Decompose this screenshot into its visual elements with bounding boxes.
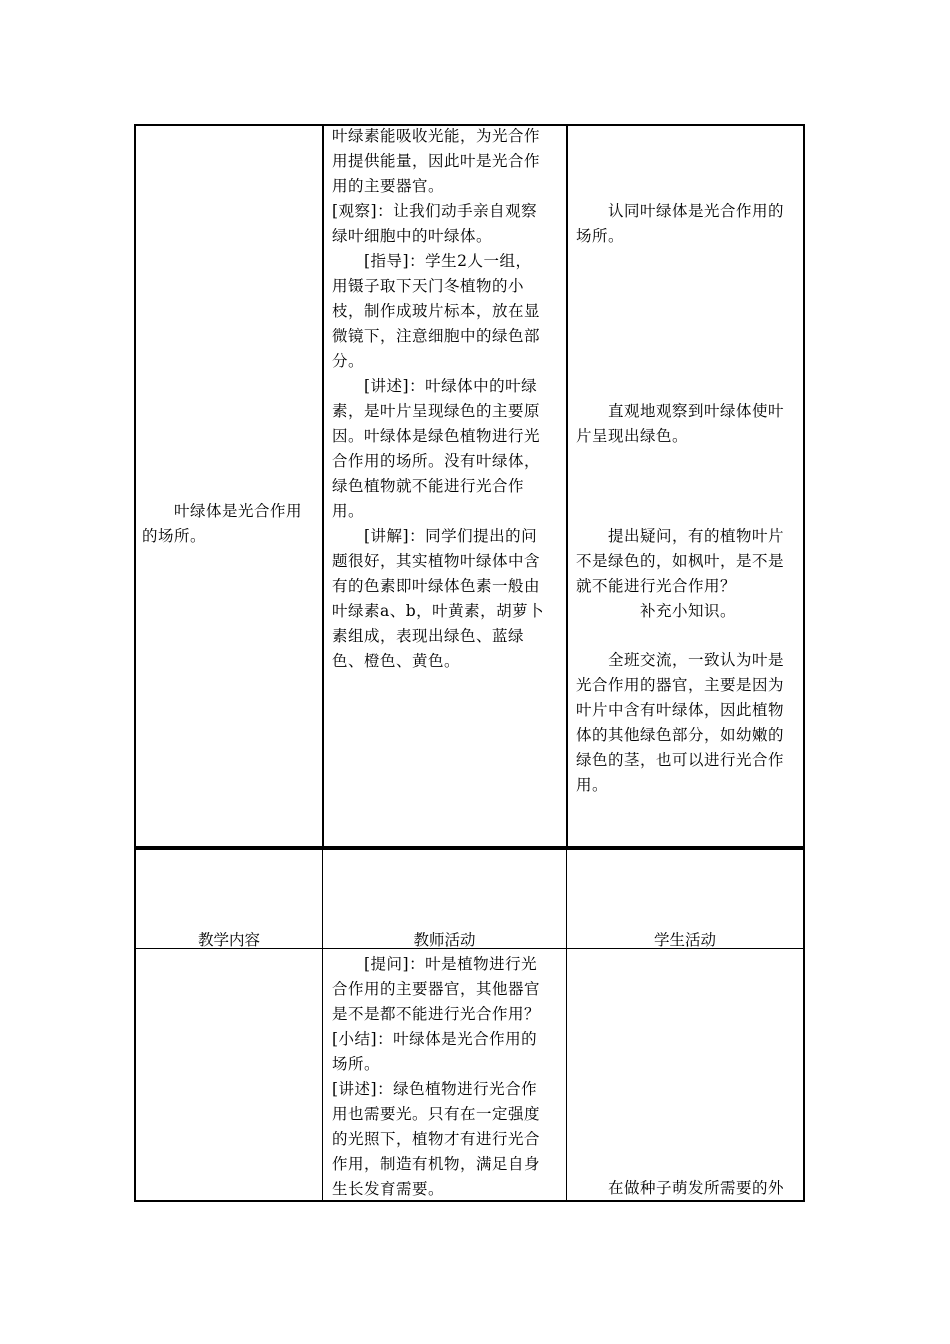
table-2-teacher-cell	[332, 952, 562, 1202]
text-line: 用镊子取下天门冬植物的小	[332, 277, 525, 295]
text-line: 叶绿体是光合作用	[142, 502, 303, 520]
table-1-student-para-2	[576, 399, 800, 449]
text-line: 枝，制作成玻片标本，放在显	[332, 302, 541, 320]
text-line: 提出疑问，有的植物叶片	[576, 527, 785, 545]
text-line: 绿色植物就不能进行光合作	[332, 477, 525, 495]
text-line: 有的色素即叶绿体色素一般由	[332, 577, 541, 595]
text-line: 补充小知识。	[576, 602, 737, 620]
text-line: 用提供能量，因此叶是光合作	[332, 152, 541, 170]
text-line: 不是绿色的，如枫叶，是不是	[576, 552, 785, 570]
text-line: 直观地观察到叶绿体使叶	[576, 402, 785, 420]
text-line: 叶绿素a、b，叶黄素，胡萝卜	[332, 602, 545, 620]
text-line: 在做种子萌发所需要的外	[576, 1179, 785, 1197]
text-line: 光合作用的器官，主要是因为	[576, 676, 785, 694]
table-2-divider-2	[566, 848, 567, 1202]
table-1-divider-2	[566, 124, 568, 848]
text-line: 场所。	[332, 1055, 381, 1073]
header-content: 教学内容	[197, 931, 260, 949]
text-line: 微镜下，注意细胞中的绿色部	[332, 327, 541, 345]
table-1-divider-1	[322, 124, 324, 848]
text-line: 用。	[332, 502, 365, 520]
text-line: 素组成，表现出绿色、蓝绿	[332, 627, 525, 645]
text-line: 认同叶绿体是光合作用的	[576, 202, 785, 220]
text-line: 合作用的场所。没有叶绿体，	[332, 452, 541, 470]
text-line: 生长发育需要。	[332, 1180, 445, 1198]
text-line: 因。叶绿体是绿色植物进行光	[332, 427, 541, 445]
text-line: [小结]：叶绿体是光合作用的	[332, 1030, 538, 1048]
text-line: 绿叶细胞中的叶绿体。	[332, 227, 493, 245]
text-line: 用也需要光。只有在一定强度	[332, 1105, 541, 1123]
text-line: [讲述]：绿色植物进行光合作	[332, 1080, 538, 1098]
text-line: [指导]：学生2人一组，	[332, 252, 532, 270]
table-2-student-cell	[576, 1176, 800, 1201]
text-line: 素，是叶片呈现绿色的主要原	[332, 402, 541, 420]
text-line: 分。	[332, 352, 365, 370]
table-2-divider-1	[322, 848, 323, 1202]
table-1-content-cell	[142, 499, 318, 549]
table-1-student-para-1	[576, 199, 800, 249]
text-line: [观察]：让我们动手亲自观察	[332, 202, 538, 220]
header-teacher: 教师活动	[413, 931, 476, 949]
header-student: 学生活动	[653, 931, 716, 949]
text-line: [讲述]：叶绿体中的叶绿	[332, 377, 538, 395]
text-line: 作用，制造有机物，满足自身	[332, 1155, 541, 1173]
text-line: 体的其他绿色部分，如幼嫩的	[576, 726, 785, 744]
text-line: 题很好，其实植物叶绿体中含	[332, 552, 541, 570]
table-1-student-para-4	[576, 648, 800, 798]
text-line: 用。	[576, 776, 609, 794]
text-line: 场所。	[576, 227, 625, 245]
text-line: 绿色的茎，也可以进行光合作	[576, 751, 785, 769]
table-1-student-para-3	[576, 524, 800, 624]
text-line: 色、橙色、黄色。	[332, 652, 461, 670]
text-line: 是不是都不能进行光合作用？	[332, 1005, 541, 1023]
table-1-teacher-cell	[332, 124, 562, 674]
text-line: 叶绿素能吸收光能，为光合作	[332, 127, 541, 145]
text-line: 合作用的主要器官，其他器官	[332, 980, 541, 998]
text-line: 片呈现出绿色。	[576, 427, 689, 445]
text-line: 的场所。	[142, 527, 207, 545]
text-line: [讲解]：同学们提出的问	[332, 527, 538, 545]
text-line: 就不能进行光合作用？	[576, 577, 737, 595]
text-line: 的光照下，植物才有进行光合	[332, 1130, 541, 1148]
text-line: 全班交流，一致认为叶是	[576, 651, 785, 669]
text-line: 用的主要器官。	[332, 177, 445, 195]
text-line: 叶片中含有叶绿体，因此植物	[576, 701, 785, 719]
text-line: [提问]：叶是植物进行光	[332, 955, 538, 973]
